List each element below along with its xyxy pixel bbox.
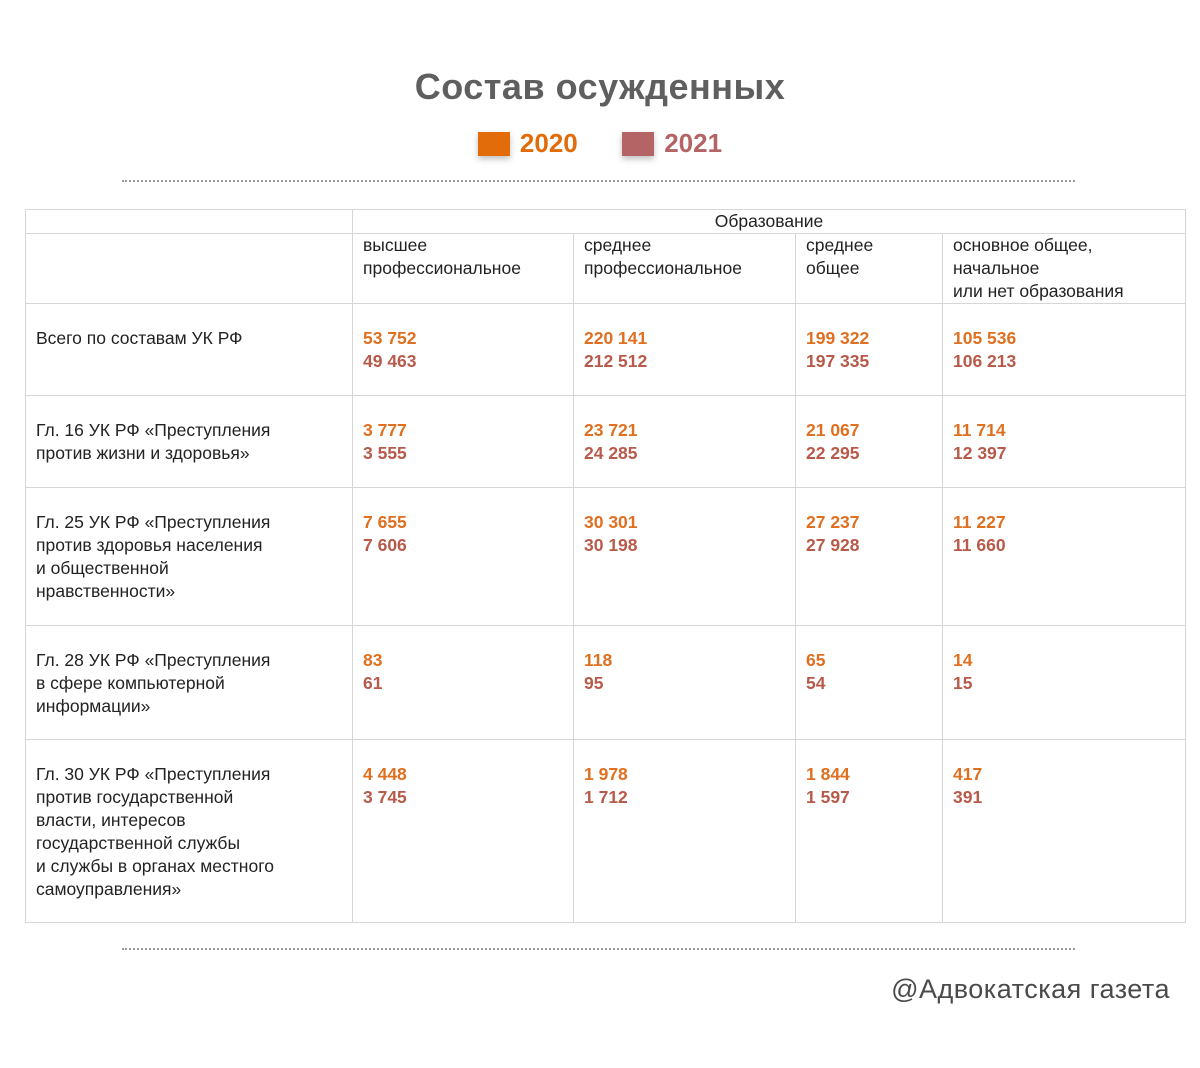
value-2020: 3 777 xyxy=(363,420,407,440)
value-2021: 391 xyxy=(953,787,983,807)
table-row xyxy=(26,396,1186,488)
value-cell xyxy=(796,488,943,626)
value-2020: 199 322 xyxy=(806,328,870,348)
legend-swatch-2020 xyxy=(478,132,510,156)
table-corner-cell xyxy=(26,210,353,234)
value-2020: 4 448 xyxy=(363,764,407,784)
value-2020: 7 655 xyxy=(363,512,407,532)
value-cell xyxy=(943,626,1186,740)
value-2021: 3 745 xyxy=(363,787,407,807)
bottom-divider xyxy=(122,948,1075,950)
value-cell xyxy=(574,396,796,488)
value-2020: 1 978 xyxy=(584,764,628,784)
value-2020: 11 714 xyxy=(953,420,1006,440)
table-row xyxy=(26,488,1186,626)
value-cell xyxy=(796,304,943,396)
row-label: Гл. 28 УК РФ «Преступления в сфере компьютерной информации» xyxy=(26,626,353,740)
row-label: Гл. 30 УК РФ «Преступления против государственной власти, интересов государственной службы и службы в органах местного самоуправления» xyxy=(26,740,353,923)
top-divider xyxy=(122,180,1075,182)
table-corner-cell xyxy=(26,234,353,304)
value-cell xyxy=(796,396,943,488)
value-cell xyxy=(353,740,574,923)
value-2020: 14 xyxy=(953,650,973,670)
row-label: Всего по составам УК РФ xyxy=(26,304,353,396)
value-cell xyxy=(796,740,943,923)
value-cell xyxy=(353,304,574,396)
value-cell xyxy=(943,396,1186,488)
row-label: Гл. 16 УК РФ «Преступления против жизни и здоровья» xyxy=(26,396,353,488)
row-label: Гл. 25 УК РФ «Преступления против здоровья населения и общественной нравственности» xyxy=(26,488,353,626)
value-2021: 54 xyxy=(806,673,826,693)
value-2021: 1 712 xyxy=(584,787,628,807)
value-2021: 11 660 xyxy=(953,535,1006,555)
value-2020: 53 752 xyxy=(363,328,417,348)
data-table xyxy=(25,209,1186,923)
value-2021: 30 198 xyxy=(584,535,638,555)
value-2021: 197 335 xyxy=(806,351,870,371)
value-cell xyxy=(353,488,574,626)
value-2021: 12 397 xyxy=(953,443,1007,463)
value-2020: 105 536 xyxy=(953,328,1017,348)
value-2021: 15 xyxy=(953,673,973,693)
source-credit: @Адвокатская газета xyxy=(891,974,1170,1004)
value-2021: 106 213 xyxy=(953,351,1017,371)
value-2021: 27 928 xyxy=(806,535,860,555)
value-2020: 220 141 xyxy=(584,328,648,348)
value-2020: 417 xyxy=(953,764,983,784)
legend xyxy=(0,128,1200,161)
value-2021: 95 xyxy=(584,673,604,693)
group-header-education: Образование xyxy=(353,210,1186,234)
value-cell xyxy=(353,626,574,740)
legend-label-2020: 2020 xyxy=(519,128,578,158)
value-2020: 65 xyxy=(806,650,826,670)
value-2021: 212 512 xyxy=(584,351,648,371)
legend-swatch-2021 xyxy=(622,132,654,156)
value-2020: 21 067 xyxy=(806,420,860,440)
table-group-header-row xyxy=(26,210,1186,234)
value-2021: 61 xyxy=(363,673,383,693)
value-2020: 23 721 xyxy=(584,420,638,440)
table-row xyxy=(26,626,1186,740)
value-2020: 118 xyxy=(584,650,613,670)
table-row xyxy=(26,740,1186,923)
value-2020: 83 xyxy=(363,650,383,670)
value-cell xyxy=(574,740,796,923)
value-2020: 30 301 xyxy=(584,512,638,532)
value-cell xyxy=(943,740,1186,923)
value-cell xyxy=(796,626,943,740)
value-2021: 24 285 xyxy=(584,443,638,463)
value-cell xyxy=(943,304,1186,396)
value-cell xyxy=(574,304,796,396)
value-cell xyxy=(353,396,574,488)
value-2021: 22 295 xyxy=(806,443,860,463)
value-2021: 49 463 xyxy=(363,351,417,371)
legend-item-2021 xyxy=(622,128,722,159)
table-row xyxy=(26,304,1186,396)
column-header: среднее профессиональное xyxy=(574,234,796,304)
table-column-header-row xyxy=(26,234,1186,304)
value-2021: 1 597 xyxy=(806,787,850,807)
legend-label-2021: 2021 xyxy=(664,128,723,158)
value-cell xyxy=(574,488,796,626)
value-2021: 7 606 xyxy=(363,535,407,555)
value-cell xyxy=(943,488,1186,626)
value-2020: 11 227 xyxy=(953,512,1006,532)
legend-item-2020 xyxy=(478,128,578,159)
value-2020: 1 844 xyxy=(806,764,850,784)
value-2021: 3 555 xyxy=(363,443,407,463)
column-header: основное общее, начальное или нет образования xyxy=(943,234,1186,304)
column-header: среднее общее xyxy=(796,234,943,304)
value-cell xyxy=(574,626,796,740)
value-2020: 27 237 xyxy=(806,512,860,532)
column-header: высшее профессиональное xyxy=(353,234,574,304)
chart-title: Состав осужденных xyxy=(414,66,786,107)
